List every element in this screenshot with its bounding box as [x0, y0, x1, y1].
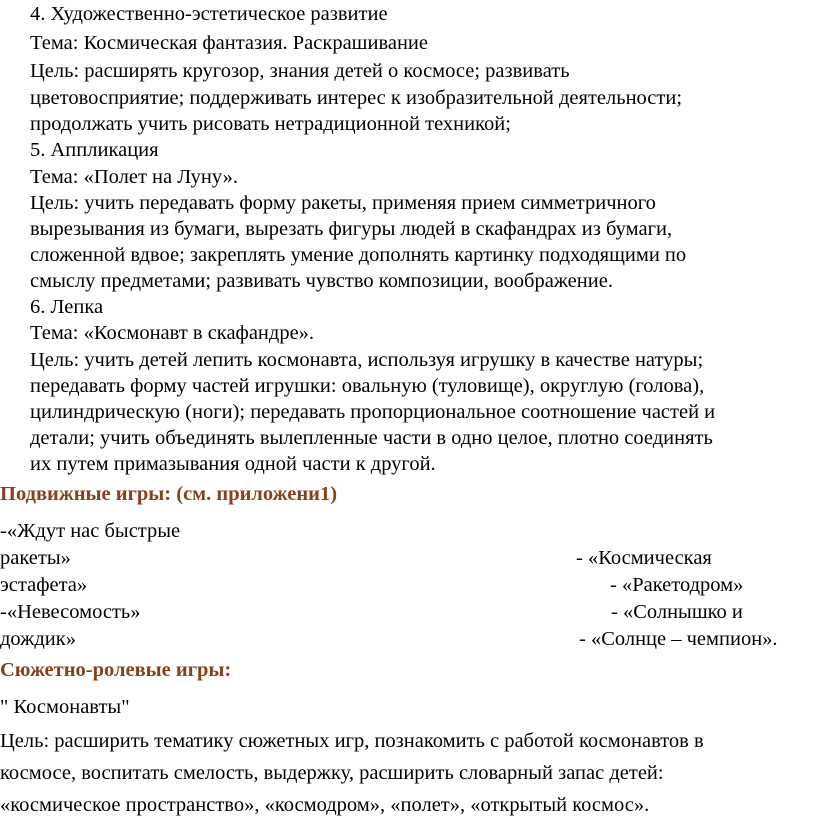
- game-title: " Космонавты": [0, 696, 130, 718]
- section-topic: Тема: Космическая фантазия. Раскрашивание: [30, 32, 428, 54]
- section-goal-line: детали; учить объединять вылепленные части в одно целое, плотно соединять: [30, 427, 713, 449]
- role-games-heading: Сюжетно-ролевые игры:: [0, 659, 232, 681]
- section-goal-line: Цель: учить детей лепить космонавта, используя игрушку в качестве натуры;: [30, 349, 704, 371]
- game-list-item: -«Невесомость»: [0, 601, 141, 623]
- outdoor-games-heading: Подвижные игры: (см. приложени1): [0, 483, 338, 505]
- game-goal-line: «космическое пространство», «космодром», «полет», «открытый космос».: [0, 794, 650, 816]
- game-goal-line: космосе, воспитать смелость, выдержку, расширить словарный запас детей:: [0, 762, 664, 784]
- section-title: 4. Художественно-эстетическое развитие: [30, 3, 388, 25]
- section-goal-line: продолжать учить рисовать нетрадиционной техникой;: [30, 113, 511, 135]
- game-list-item: - «Солнце – чемпион».: [579, 628, 778, 650]
- section-goal-line: вырезывания из бумаги, вырезать фигуры людей в скафандрах из бумаги,: [30, 218, 673, 240]
- game-list-item: - «Космическая: [576, 547, 712, 569]
- section-goal-line: их путем примазывания одной части к другой.: [30, 453, 436, 475]
- section-topic: Тема: «Космонавт в скафандре».: [30, 322, 315, 344]
- game-list-item: -«Ждут нас быстрые: [0, 520, 181, 542]
- section-goal-line: цветовосприятие; поддерживать интерес к изобразительной деятельности;: [30, 87, 683, 109]
- section-goal-line: Цель: учить передавать форму ракеты, применяя прием симметричного: [30, 192, 656, 214]
- game-list-item: дождик»: [0, 628, 76, 650]
- section-topic: Тема: «Полет на Луну».: [30, 166, 238, 188]
- game-list-item: - «Ракетодром»: [610, 574, 744, 596]
- section-goal-line: цилиндрическую (ноги); передавать пропорциональное соотношение частей и: [30, 401, 716, 423]
- section-title: 6. Лепка: [30, 296, 104, 318]
- section-title: 5. Аппликация: [30, 139, 159, 161]
- game-list-item: - «Солнышко и: [611, 601, 743, 623]
- game-list-item: ракеты»: [0, 547, 71, 569]
- section-goal-line: передавать форму частей игрушки: овальную (туловище), округлую (голова),: [30, 375, 705, 397]
- section-goal-line: Цель: расширять кругозор, знания детей о космосе; развивать: [30, 60, 570, 82]
- game-goal-line: Цель: расширить тематику сюжетных игр, познакомить с работой космонавтов в: [0, 730, 704, 752]
- section-goal-line: сложенной вдвое; закреплять умение дополнять картинку подходящими по: [30, 244, 687, 266]
- game-list-item: эстафета»: [0, 574, 88, 596]
- section-goal-line: смыслу предметами; развивать чувство композиции, воображение.: [30, 270, 613, 292]
